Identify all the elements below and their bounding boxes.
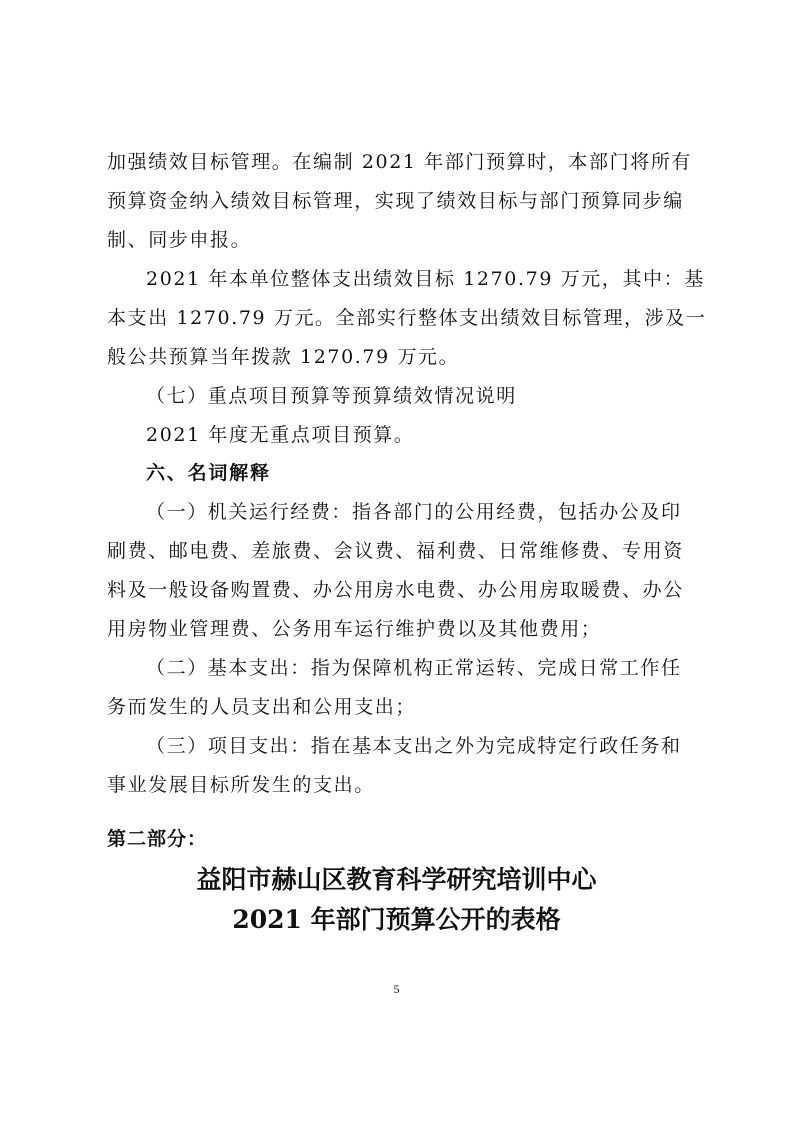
paragraph-line: 加强绩效目标管理。在编制 2021 年部门预算时，本部门将所有	[107, 151, 693, 173]
definition-line: 用房物业管理费、公务用车运行维护费以及其他费用；	[107, 618, 602, 640]
paragraph-line: 预算资金纳入绩效目标管理，实现了绩效目标与部门预算同步编	[107, 190, 684, 212]
part-label: 第二部分：	[107, 828, 208, 850]
definition-line: （一）机关运行经费：指各部门的公用经费，包括办公及印	[146, 501, 682, 523]
paragraph-line: 2021 年度无重点项目预算。	[146, 424, 415, 446]
page-number: 5	[393, 982, 400, 996]
paragraph-line: 2021 年本单位整体支出绩效目标 1270.79 万元，其中：基	[146, 268, 705, 290]
definition-line: （二）基本支出：指为保障机构正常运转、完成日常工作任	[146, 657, 682, 679]
definition-line: 务而发生的人员支出和公用支出；	[107, 696, 417, 718]
section-heading: 六、名词解释	[146, 462, 271, 484]
subsection-heading: （七）重点项目预算等预算绩效情况说明	[146, 385, 517, 407]
paragraph-line: 本支出 1270.79 万元。全部实行整体支出绩效目标管理，涉及一	[107, 307, 707, 329]
definition-line: （三）项目支出：指在基本支出之外为完成特定行政任务和	[146, 735, 682, 757]
definition-line: 刷费、邮电费、差旅费、会议费、福利费、日常维修费、专用资	[107, 540, 684, 562]
definition-line: 事业发展目标所发生的支出。	[107, 774, 375, 796]
paragraph-line: 制、同步申报。	[107, 229, 252, 251]
definition-line: 料及一般设备购置费、办公用房水电费、办公用房取暖费、办公	[107, 579, 684, 601]
paragraph-line: 般公共预算当年拨款 1270.79 万元。	[107, 346, 460, 368]
document-title-line-1: 益阳市赫山区教育科学研究培训中心	[196, 865, 597, 894]
document-title-line-2: 2021 年部门预算公开的表格	[232, 905, 561, 934]
